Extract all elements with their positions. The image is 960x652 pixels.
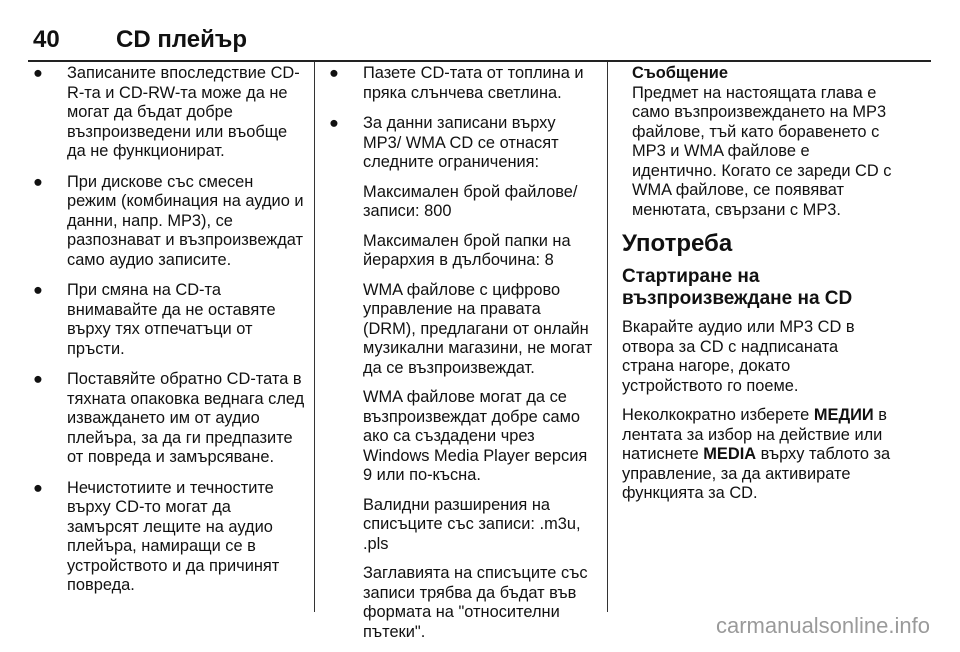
bullet-icon: ● [33, 281, 43, 299]
text-fragment: в лентата за избор на действие или натиснете [622, 406, 887, 463]
note-text: Предмет на настоящата глава е само възпроизвеждането на MP3 файлове, тъй като боравенето с MP3 и WMA файлове е идентично. Когато се зареди CD с WMA файлове, се появяват менютата, свързани с MP3. [632, 83, 892, 219]
bullet-icon: ● [33, 478, 43, 497]
bullet-icon: ● [33, 172, 43, 191]
bullet-icon: ● [33, 64, 43, 82]
media-button-label: MEDIA [703, 445, 757, 463]
column-2 [329, 64, 597, 652]
bullet-icon: ● [33, 370, 43, 388]
note-title: Съобщение [632, 64, 728, 82]
list-item [329, 114, 597, 173]
list-item-text: Поставяйте обратно CD-тата в тяхната опаковка веднага след изваждането им от аудио плейъра, за да ги предпазите от повреда и замърсяване. [67, 370, 305, 466]
list-item [33, 479, 305, 596]
drm-note: WMA файлове с цифрово управление на правата (DRM), предлагани от онлайн музикални магазини, не могат да се възпроизвеждат. [363, 280, 593, 377]
column-divider-2 [607, 62, 608, 612]
activate-cd-paragraph [622, 406, 892, 504]
list-item [329, 64, 597, 103]
subsection-heading: Стартиране на възпроизвеждане на CD [622, 266, 853, 309]
list-item [33, 173, 305, 271]
bullet-icon: ● [329, 64, 339, 82]
watermark: carmanualsonline.info [715, 613, 930, 638]
insert-cd-paragraph: Вкарайте аудио или MP3 CD в отвора за CD с надписаната страна нагоре, докато устройството го поеме. [622, 318, 855, 395]
section-heading: Употреба [622, 230, 733, 257]
list-item-text: За данни записани върху MP3/ WMA CD се отнасят следните ограничения: [363, 114, 559, 171]
bullet-list [33, 64, 305, 596]
column-3 [622, 64, 892, 514]
list-item-text: Нечистотиите и течностите върху CD-то могат да замърсят лещите на аудио плейъра, намиращи се в устройството и да причинят повреда. [67, 478, 280, 594]
column-divider-1 [314, 62, 315, 612]
playlist-extensions: Валидни разширения на списъците със записи: .m3u, .pls [363, 495, 581, 553]
list-item [33, 370, 305, 468]
list-item [33, 64, 305, 162]
limit-max-files: Максимален брой файлове/ записи: 800 [363, 182, 578, 220]
bullet-icon: ● [329, 114, 339, 132]
list-item-text: При смяна на CD-та внимавайте да не оставяте върху тях отпечатъци от пръсти. [67, 281, 276, 358]
list-item-text: Записаните впоследствие CD-R-та и CD-RW-та може да не могат да бъдат добре възпроизведени или въобще да не функционират. [67, 64, 300, 160]
limit-max-folders: Максимален брой папки на йерархия в дълбочина: 8 [363, 231, 571, 269]
list-item-text: Пазете CD-тата от топлина и пряка слънчева светлина. [363, 64, 584, 102]
list-item [33, 281, 305, 359]
page-header [0, 0, 960, 62]
page-title: CD плейър [116, 26, 248, 53]
note-box [622, 64, 892, 220]
wma-note: WMA файлове могат да се възпроизвеждат добре само ако са създадени чрез Windows Media Player версия 9 или по-късна. [363, 388, 588, 484]
page-number: 40 [33, 26, 60, 53]
list-item-text: При дискове със смесен режим (комбинация на аудио и данни, напр. MP3), се разпознават и възпроизвеждат само аудио записите. [67, 172, 304, 269]
media-menu-label: МЕДИИ [813, 406, 874, 424]
playlist-paths: Заглавията на списъците със записи трябва да бъдат във формата на "относителни пътеки". [363, 564, 588, 641]
text-fragment: Неколкократно изберете [622, 406, 814, 424]
text-fragment: върху таблото за управление, за да активирате функцията за CD. [622, 445, 891, 502]
column-1 [33, 64, 305, 607]
header-rule [28, 60, 931, 62]
